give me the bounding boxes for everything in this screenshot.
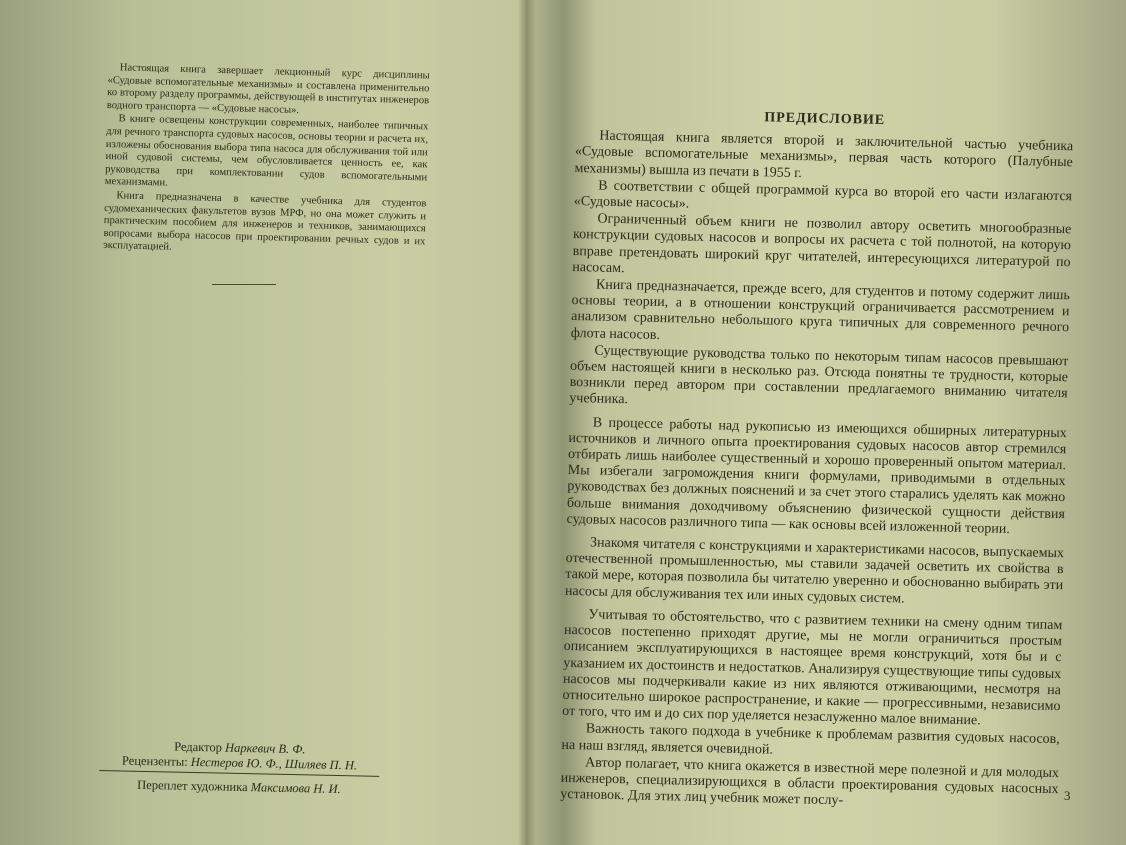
preface-paragraph-10: Автор полагает, что книга окажется в известной мере полезной и для молодых инженеров, специализирующихся в области проектирования судовых насосных установок. Для этих лиц учебник может послу- (560, 755, 1060, 809)
preface-paragraph-6: В процессе работы над рукописью из имеющихся обширных литературных источников и личного опыта проектирования судовых насосов автор стремился отбирать лишь наиболее существенный и хорошо проверенный опытом материал. Мы избегали загромождения книги формулами, приводимыми в отдельных руководствах без должных пояснений и за счет этого старались уделять как можно больше внимания доходчивому объяснению физической сущности действия судовых насосов различного типа — как основы всей изложенной теории. (566, 415, 1067, 537)
editor-name: Наркевич В. Ф. (224, 740, 306, 757)
page-number: 3 (1064, 788, 1071, 803)
reviewers-names: Нестеров Ю. Ф., Шиляев П. Н. (190, 754, 358, 773)
preface-paragraph-3: Ограниченный объем книги не позволил автору осветить многообразные конструкции судовых насосов и вопросы их расчета с той полнотой, на которую вправе претендовать широкий круг читателей, интересующихся литературой по насосам. (572, 211, 1072, 276)
divider-rule (212, 284, 276, 285)
abstract-paragraph-1: Настоящая книга завершает лекционный курс дисциплины «Судовые вспомогательные механизмы» и составлена применительно ко второму разделу программы, действующей в институтах инженеров водного транспорта — «Судовые насосы». (106, 62, 430, 116)
abstract-block (103, 62, 430, 262)
credits-block (99, 738, 380, 798)
left-page (0, 0, 520, 845)
preface-paragraph-7: Знакомя читателя с конструкциями и характеристиками насосов, выпускаемых отечественной промышленностью, мы ставили задачей осветить их свойства в такой мере, которая позволила бы читателю уверенно и обоснованно выбирать эти насосы для обслуживания тех или иных судовых систем. (564, 535, 1065, 607)
preface-paragraph-2: В соответствии с общей программой курса во второй его части излагаются «Судовые насосы». (573, 178, 1073, 212)
preface-title: ПРЕДИСЛОВИЕ (764, 110, 886, 129)
preface-paragraph-8: Учитывая то обстоятельство, что с развитием техники на смену одним типам насосов постепенно приходят другие, мы не могли ограничиться простым описанием эксплуатирующихся в настоящее время конструкций, хотя бы и с указанием их достоинств и недостатков. Анализируя существующие типы судовых насосов мы подчеркивали какие из них являются отживающими, несмотря на относительно широкое распространение, и какие — прогрессивными, независимо от того, что им и до сих пор уделяется незаслуженно малое внимание. (562, 607, 1063, 729)
book-gutter (518, 0, 536, 845)
preface-paragraph-5: Существующие руководства только по некоторым типам насосов превышают объем настоящей книги в несколько раз. Отсюда понятны те трудности, которые возникли перед автором при составлении предлагаемого вниманию читателя учебника. (569, 343, 1069, 408)
editor-label: Редактор (174, 739, 223, 755)
preface-paragraph-1: Настоящая книга является второй и заключительной частью учебника «Судовые вспомогательные механизмы», первая часть которого (Палубные механизмы) вышла из печати в 1955 г. (574, 128, 1074, 181)
binding-line (99, 777, 379, 798)
preface-paragraph-4: Книга предназначается, прежде всего, для студентов и потому содержит лишь основы теории, а в отношении конструкций ограничивается рассмотрением и анализом сравнительно небольшого круга типичных для современного речного флота насосов. (570, 277, 1070, 343)
right-page (536, 0, 1126, 845)
binding-name: Максимова Н. И. (250, 780, 341, 797)
preface-section (560, 106, 1074, 815)
abstract-paragraph-2: В книге освещены конструкции современных, наиболее типичных для речного транспорта судовых насосов, основы теории и расчета их, изложены обоснования выбора типа насоса для обслуживания той или иной судовой системы, чем обусловливается ценность ее, как руководства при комплектовании судов вспомогательными механизмами. (104, 113, 429, 189)
preface-paragraph-9: Важность такого подхода в учебнике к проблемам развития судовых насосов, на наш взгляд, является очевидной. (561, 721, 1060, 758)
reviewers-label: Рецензенты: (121, 753, 188, 769)
abstract-paragraph-3: Книга предназначена в качестве учебника для студентов судомеханических факультетов вузов МРФ, но она может служить и практическим пособием для инженеров и техников, занимающихся вопросами выбора насосов при проектировании речных судов и их эксплуатацией. (103, 190, 427, 254)
binding-label: Переплет художника (137, 777, 248, 795)
